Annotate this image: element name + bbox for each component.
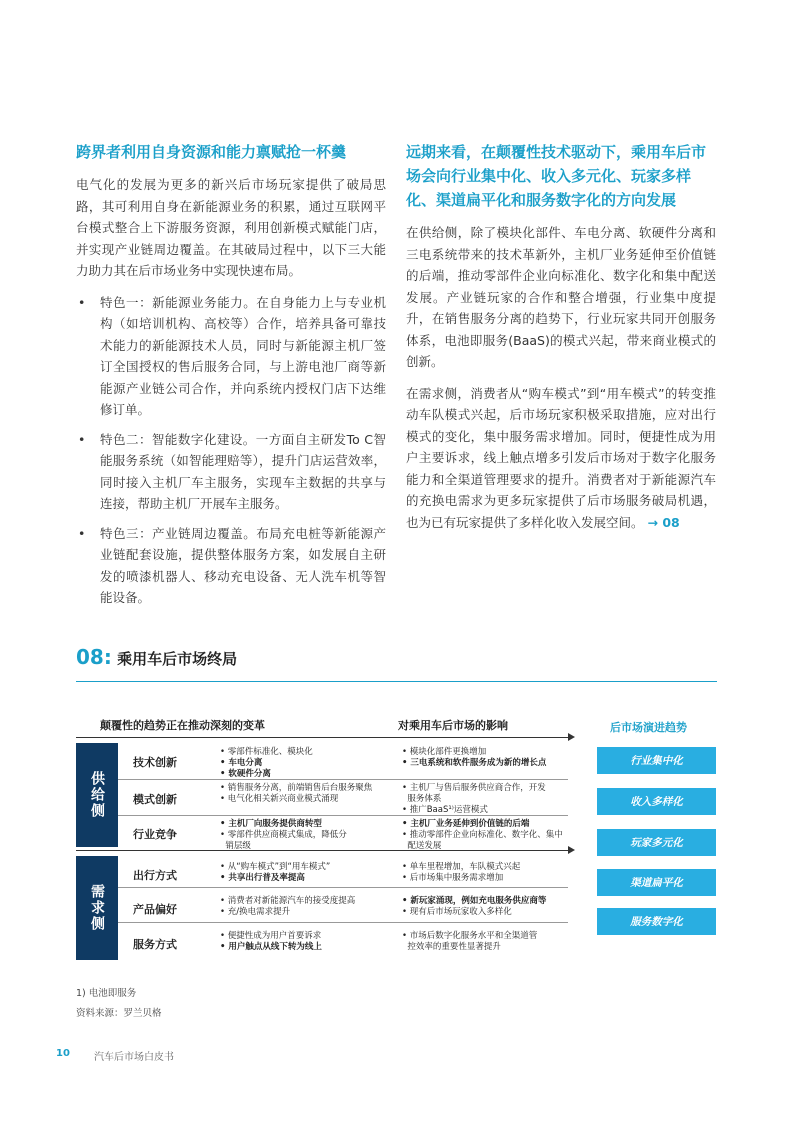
supply-side-label: 供给侧	[76, 743, 118, 847]
row-label-mobility: 出行方式	[133, 869, 177, 882]
trend-box-concentration: 行业集中化	[597, 747, 716, 774]
arrow-head-icon	[568, 846, 575, 854]
feature-list	[76, 292, 386, 609]
trend-cell: • 销售服务分离，前端销售后台服务聚焦 • 电气化相关新兴商业模式涌现	[220, 783, 373, 804]
right-heading: 远期来看，在颠覆性技术驱动下，乘用车后市场会向行业集中化、收入多元化、玩家多样化、渠道扁平化和服务数字化的方向发展	[406, 143, 707, 209]
row-divider	[118, 779, 568, 780]
row-divider	[118, 887, 568, 888]
impact-cell: • 主机厂与售后服务供应商合作，开发 服务体系 • 推广BaaS¹⁾运营模式	[402, 783, 546, 815]
demand-side-label: 需求侧	[76, 856, 118, 960]
impact-cell: • 模块化部件更换增加 • 三电系统和软件服务成为新的增长点	[402, 747, 547, 768]
impact-cell: • 新玩家涌现，例如充电服务供应商等 • 现有后市场玩家收入多样化	[402, 896, 547, 917]
arrow-head-icon	[568, 733, 575, 741]
right-para-supply: 在供给侧，除了模块化部件、车电分离、软硬件分离和三电系统带来的技术革新外，主机厂业务延伸至价值链的后端，推动零部件企业向标准化、数字化和集中配送发展。产业链玩家的合作和整合增强，行业集中度提升，在销售服务分离的趋势下，行业玩家共同开创服务体系，电池即服务(BaaS)的模式兴起，带来商业模式的创新。	[406, 225, 716, 369]
list-item: • 特色三：产业链周边覆盖。布局充电桩等新能源产业链配套设施，提供整体服务方案，如发展自主研发的喷漆机器人、移动充电设备、无人洗车机等智能设备。	[78, 525, 386, 605]
impact-cell: • 单车里程增加，车队模式兴起 • 后市场集中服务需求增加	[402, 862, 521, 883]
figure-title: 08: 乘用车后市场终局	[76, 645, 238, 669]
trend-column-header: 颠覆性的趋势正在推动深刻的变革	[100, 719, 265, 732]
trend-cell: • 零部件标准化、模块化 • 车电分离 • 软硬件分离	[220, 747, 313, 779]
trend-box-players: 玩家多元化	[597, 829, 716, 856]
left-heading: 跨界者利用自身资源和能力禀赋抢一杯羹	[76, 143, 347, 161]
publication-title: 汽车后市场白皮书	[94, 1052, 174, 1063]
trend-box-channel: 渠道扁平化	[597, 869, 716, 896]
row-label-model: 模式创新	[133, 793, 177, 806]
list-item: • 特色一：新能源业务能力。在自身能力上与专业机构（如培训机构、高校等）合作，培养具备可靠技术能力的新能源技术人员，同时与新能源主机厂签订全国授权的售后服务合同，与上游电池厂商等新能源产业链公司合作，并向系统内授权门店下达维修订单。	[78, 294, 386, 417]
impact-column-header: 对乘用车后市场的影响	[398, 719, 508, 732]
trend-cell: • 消费者对新能源汽车的接受度提高 • 充/换电需求提升	[220, 896, 356, 917]
source-note: 资料来源：罗兰贝格	[76, 1008, 162, 1019]
impact-cell: • 主机厂业务延伸到价值链的后端 • 推动零部件企业向标准化、数字化、集中 配送发展	[402, 819, 563, 851]
list-item: • 特色二：智能数字化建设。一方面自主研发To C智能服务系统（如智能理赔等），提升门店运营效率，同时接入主机厂车主服务，实现车主数据的共享与连接，帮助主机厂开展车主服务。	[78, 431, 386, 511]
figure-link[interactable]: → 08	[647, 514, 680, 530]
right-column	[406, 140, 716, 543]
trend-cell: • 从“购车模式”到“用车模式” • 共享出行普及率提高	[220, 862, 331, 883]
figure-rule	[76, 681, 717, 682]
trend-box-digital: 服务数字化	[597, 908, 716, 935]
evolution-trend-header: 后市场演进趋势	[610, 721, 687, 734]
left-column	[76, 140, 386, 617]
trend-box-revenue: 收入多样化	[597, 788, 716, 815]
trend-cell: • 主机厂向服务提供商转型 • 零部件供应商模式集成，降低分 销层级	[220, 819, 347, 851]
page-number: 10	[56, 1048, 70, 1059]
footnote: 1) 电池即服务	[76, 988, 137, 999]
right-para-demand: 在需求侧，消费者从“购车模式”到“用车模式”的转变推动车队模式兴起，后市场玩家积极采取措施，应对出行模式的变化，集中服务需求增加。同时，便捷性成为用户主要诉求，线上触点增多引发后市场对于数字化服务能力和全渠道管理要求的提升。消费者对于新能源汽车的充换电需求为更多玩家提供了后市场服务破局机遇，也为已有玩家提供了多样化收入发展空间。 → 08	[406, 385, 716, 530]
row-label-competition: 行业竞争	[133, 828, 177, 841]
row-label-tech: 技术创新	[133, 756, 177, 769]
row-label-service: 服务方式	[133, 938, 177, 951]
row-divider	[118, 815, 568, 816]
impact-cell: • 市场后数字化服务水平和全渠道管 控效率的重要性显著提升	[402, 931, 538, 952]
row-divider	[118, 922, 568, 923]
row-label-preference: 产品偏好	[133, 903, 177, 916]
header-arrow-line	[76, 737, 568, 738]
trend-cell: • 便捷性成为用户首要诉求 • 用户触点从线下转为线上	[220, 931, 322, 952]
left-intro: 电气化的发展为更多的新兴后市场玩家提供了破局思路，其可利用自身在新能源业务的积累，通过互联网平台模式整合上下游服务资源，利用创新模式赋能门店，并实现产业链周边覆盖。在其破局过程中，以下三大能力助力其在后市场业务中实现快速布局。	[76, 177, 386, 278]
